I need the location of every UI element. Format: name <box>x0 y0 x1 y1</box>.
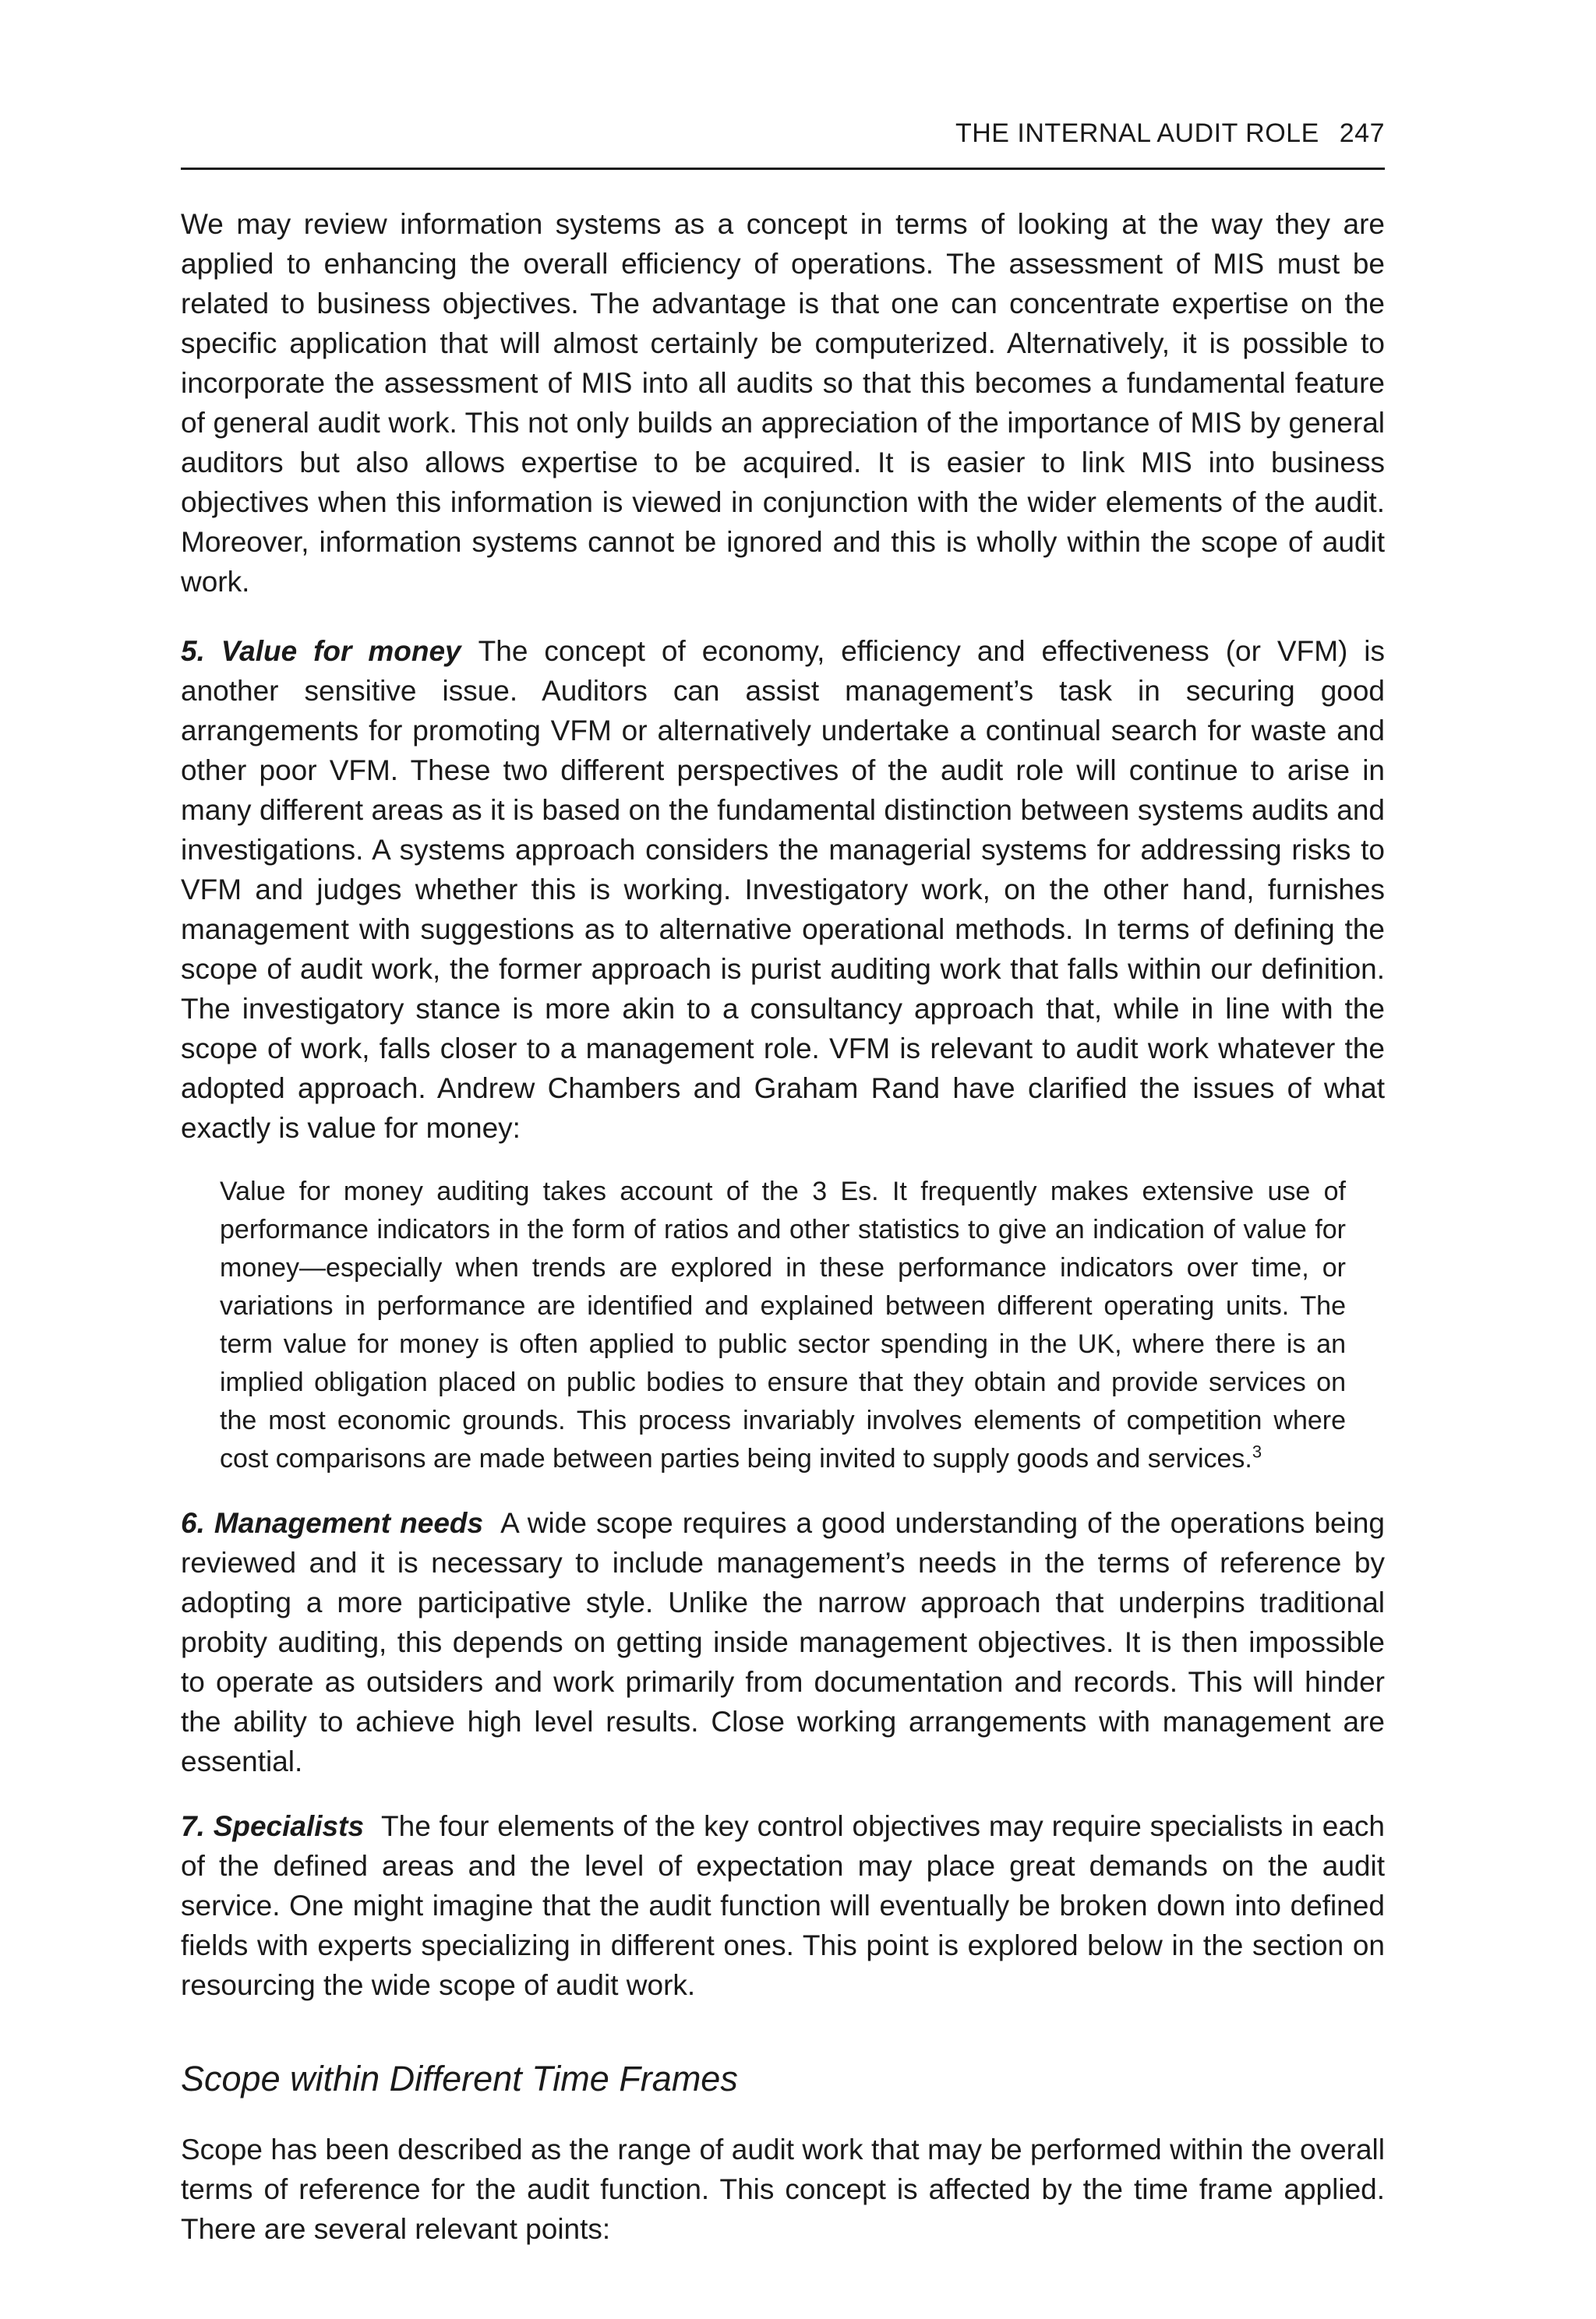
item-specialists <box>181 1806 1385 2005</box>
footnote-reference: 3 <box>1252 1442 1262 1462</box>
quote-paragraph <box>220 1173 1346 1478</box>
running-title: THE INTERNAL AUDIT ROLE <box>955 118 1319 148</box>
header-rule <box>181 168 1385 170</box>
item-text-value-for-money: The concept of economy, efficiency and effectiveness (or VFM) is another sensitive issue. Auditors can assist management’s task in securing good arrangements for promoting VFM or alternatively undertake a continual search for waste and other poor VFM. These two different perspectives of the audit role will continue to arise in many different areas as it is based on the fundamental distinction between systems audits and investigations. A systems approach considers the managerial systems for addressing risks to VFM and judges whether this is working. Investigatory work, on the other hand, furnishes management with suggestions as to alternative operational methods. In terms of defining the scope of audit work, the former approach is purist auditing work that falls within our definition. The investigatory stance is more akin to a consultancy approach that, while in line with the scope of work, falls closer to a management role. VFM is relevant to audit work whatever the adopted approach. Andrew Chambers and Graham Rand have clarified the issues of what exactly is value for money: <box>181 635 1386 1144</box>
item-heading-value-for-money: 5. Value for money <box>181 635 461 667</box>
quote-text: Value for money auditing takes account of the 3 Es. It frequently makes extensive use of performance indicators in the form of ratios and other statistics to give an indication of value for money—especially when trends are explored in these performance indicators over time, or variations in performance are identified and explained between different operating units. The term value for money is often applied to public sector spending in the UK, where there is an implied obligation placed on public bodies to ensure that they obtain and provide services on the most economic grounds. This process invariably involves elements of competition where cost comparisons are made between parties being invited to supply goods and services. <box>220 1177 1346 1474</box>
page-number: 247 <box>1339 118 1385 148</box>
page-body <box>181 204 1385 2249</box>
item-heading-management-needs: 6. Management needs <box>181 1507 484 1539</box>
block-quote <box>220 1173 1346 1478</box>
paragraph-mis: We may review information systems as a concept in terms of looking at the way they are applied to enhancing the overall efficiency of operations. The assessment of MIS must be related to business objectives. The advantage is that one can concentrate expertise on the specific application that will almost certainly be computerized. Alternatively, it is possible to incorporate the assessment of MIS into all audits so that this becomes a fundamental feature of general audit work. This not only builds an appreciation of the importance of MIS by general auditors but also allows expertise to be acquired. It is easier to link MIS into business objectives when this information is viewed in conjunction with the wider elements of the audit. Moreover, information systems cannot be ignored and this is wholly within the scope of audit work. <box>181 208 1385 598</box>
item-text-specialists: The four elements of the key control objectives may require specialists in each of the defined areas and the level of expectation may place great demands on the audit service. One might imagine that the audit function will eventually be broken down into defined fields with experts specializing in different ones. This point is explored below in the section on resourcing the wide scope of audit work. <box>181 1810 1386 2001</box>
item-text-management-needs: A wide scope requires a good understanding of the operations being reviewed and it is necessary to include management’s needs in the terms of reference by adopting a more participative style. Unlike the narrow approach that underpins traditional probity auditing, this depends on getting inside management objectives. It is then impossible to operate as outsiders and work primarily from documentation and records. This will hinder the ability to achieve high level results. Close working arrangements with management are essential. <box>181 1507 1385 1777</box>
item-management-needs <box>181 1503 1385 1781</box>
running-header <box>181 118 1385 149</box>
item-heading-specialists: 7. Specialists <box>181 1810 365 1842</box>
item-value-for-money <box>181 631 1385 1148</box>
section-heading: Scope within Different Time Frames <box>181 2059 738 2098</box>
paragraph-scope: Scope has been described as the range of audit work that may be performed within the overall terms of reference for the audit function. This concept is affected by the time frame applied. There are several relevant points: <box>181 2134 1385 2245</box>
